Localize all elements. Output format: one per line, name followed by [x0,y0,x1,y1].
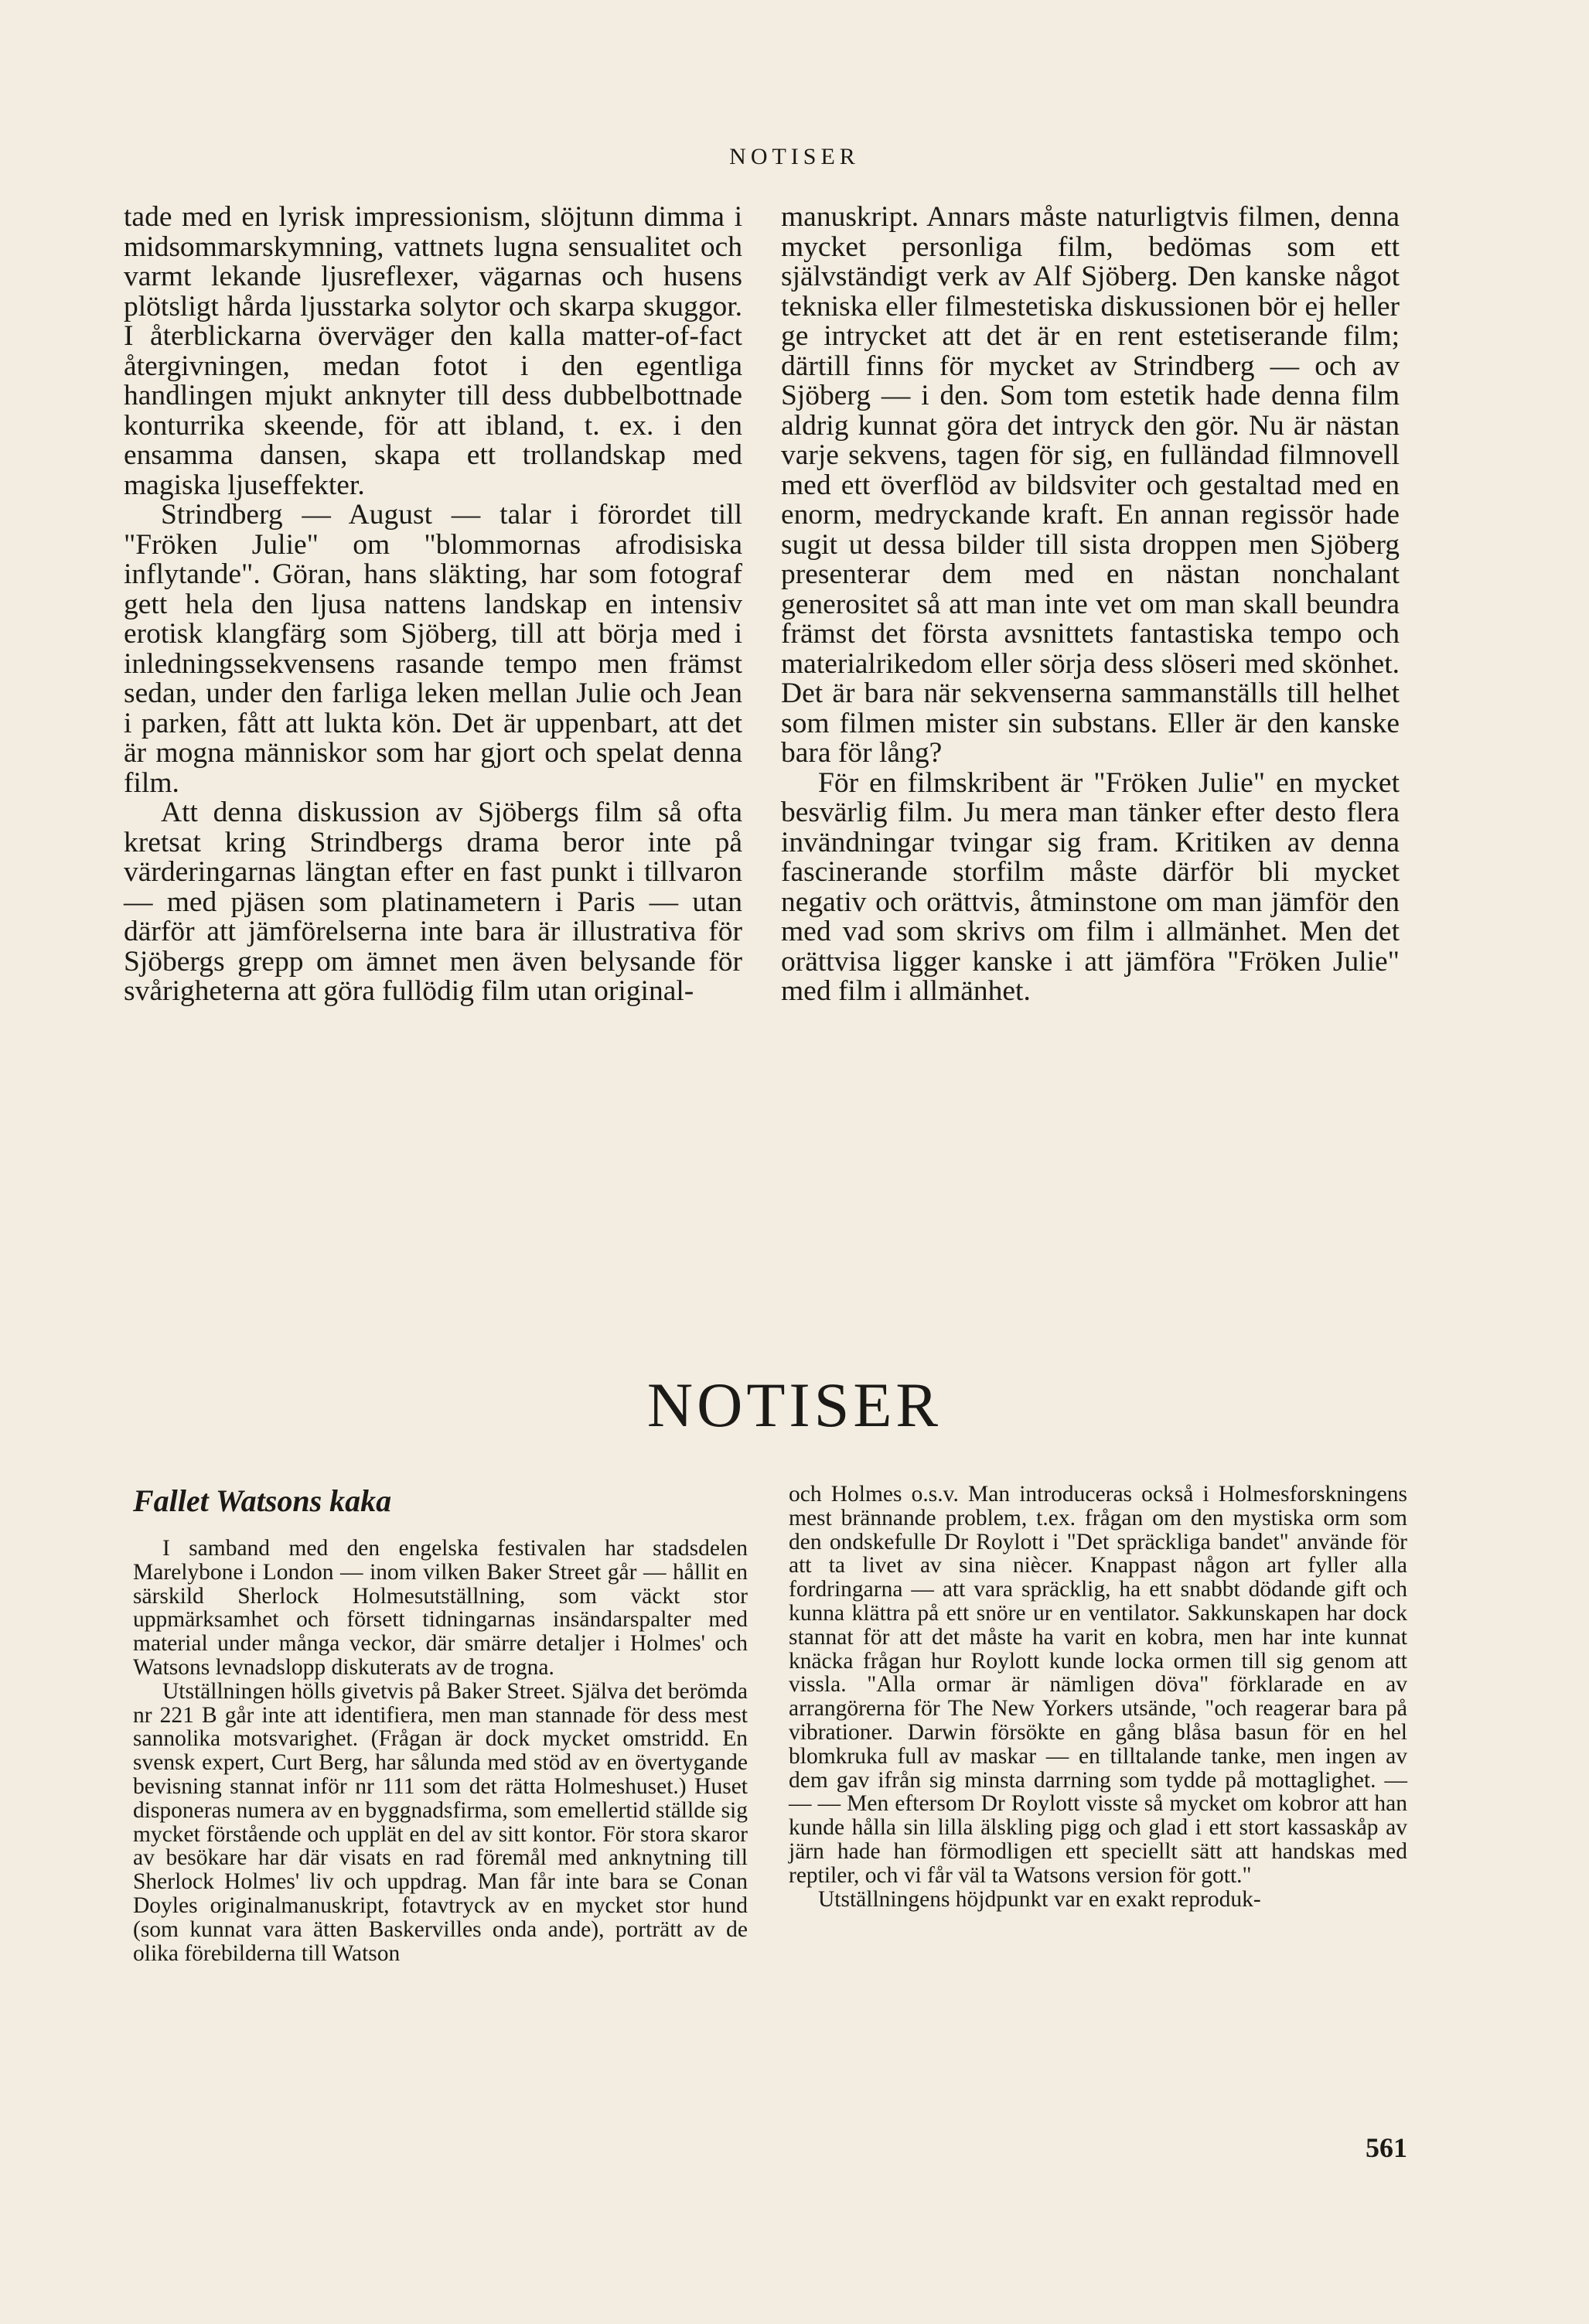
paragraph: För en filmskribent är "Fröken Julie" en mycket besvärlig film. Ju mera man tänker efter desto flera invändningar tvingar sig fram. Kritiken av denna fascinerande storfilm måste därför bli mycket negativ och orättvis, åtminstone om man jämför den med vad som skrivs om film i allmänhet. Men det orättvisa ligger kanske i att jämföra "Fröken Julie" med film i allmänhet. [781,766,1400,1007]
paragraph: Utställningen hölls givetvis på Baker Street. Själva det berömda nr 221 B går inte att identifiera, men man stannade för dess mest sannolika motsvarighet. (Frågan är dock mycket omstridd. En svensk expert, Curt Berg, har sålunda med stöd av en övertygande bevisning stannat inför nr 111 som det rätta Holmeshuset.) Huset disponeras numera av en byggnadsfirma, som emellertid ställde sig mycket förstående och upplät en del av sitt kontor. För stora skaror av besökare har där visats en rad föremål med anknytning till Sherlock Holmes' liv och uppdrag. Man får inte bara se Conan Doyles originalmanuskript, fotavtryck av en mycket stor hund (som kunnat vara ätten Baskervilles onda ande), porträtt av de olika förebilderna till Watson [133,1678,748,1966]
paragraph: Att denna diskussion av Sjöbergs film så ofta kretsat kring Strindbergs drama beror inte på värderingarnas längtan efter en fast punkt i tillvaron — med pjäsen som platinametern i Paris — utan därför att jämförelserna inte bara är illustrativa för Sjöbergs grepp om ämnet men även belysande för svårigheterna att göra fullödig film utan original- [124,797,742,1007]
bottom-right-column [789,1483,1407,1911]
running-head: NOTISER [729,144,860,169]
paragraph: och Holmes o.s.v. Man introduceras också i Holmesforskningens mest brännande problem, t.ex. frågan om den mystiska orm som den ondskefulle Dr Roylott i "Det spräckliga bandet" använde för att ta livet av sina niècer. Knappast någon art fyller alla fordringarna — att vara spräcklig, ha ett snabbt dödande gift och kunna klättra på ett snöre ur en ventilator. Sakkunskapen har dock stannat för att det måste ha varit en kobra, men har inte kunnat knäcka frågan hur Roylott kunde locka ormen till sig genom att vissla. "Alla ormar är nämligen döva" förklarade en av arrangörerna för The New Yorkers utsände, "och reagerar bara på vibrationer. Darwin försökte en gång blåsa basun för en hel blomkruka full av maskar — en tilltalande tanke, men ingen av dem gav ifrån sig minsta darrning som tydde på mottaglighet. — — — Men eftersom Dr Roylott visste så mycket om kobror att han kunde hålla sin lilla älskling pigg och glad i ett stort kassaskåp av järn hade han förmodligen ett speciellt sätt att handskas med reptiler, och vi får väl ta Watsons version för gott." [789,1482,1407,1888]
top-right-column [781,203,1400,1007]
paragraph: manuskript. Annars måste naturligtvis filmen, denna mycket personliga film, bedömas som ett självständigt verk av Alf Sjöberg. Den kanske något tekniska eller filmestetiska diskussionen bör ej heller ge intrycket att det är en rent estetiserande film; därtill finns för mycket av Strindberg — och av Sjöberg — i den. Som tom estetik hade denna film aldrig kunnat göra det intryck den gör. Nu är nästan varje sekvens, tagen för sig, en fulländad filmnovell med ett överflöd av bildsviter och gestaltad med en enorm, medryckande kraft. En annan regissör hade sugit ut dessa bilder till sista droppen men Sjöberg presenterar dem med en nästan nonchalant generositet så att man inte vet om man skall beundra främst det första avsnittets fantastiska tempo och materialrikedom eller sörja dess slöseri med skönhet. Det är bara när sekvenserna sammanställs till helhet som filmen mister sin substans. Eller är den kanske bara för lång? [781,201,1400,769]
paragraph: Strindberg — August — talar i förordet till "Fröken Julie" om "blommornas afrodisiska inflytande". Göran, hans släkting, har som fotograf gett hela den ljusa nattens landskap en intensiv erotisk klangfärg som Sjöberg, till att börja med i inledningssekvensens rasande tempo men främst sedan, under den farliga leken mellan Julie och Jean i parken, fått att lukta kön. Det är uppenbart, att det är mogna människor som har gjort och spelat denna film. [124,499,742,799]
bottom-left-column [133,1537,748,1965]
top-left-column [124,203,742,1007]
paragraph: Utställningens höjdpunkt var en exakt reproduk- [818,1886,1261,1912]
page-number: 561 [1366,2132,1407,2163]
paragraph: I samband med den engelska festivalen har stadsdelen Marelybone i London — inom vilken Baker Street går — hållit en särskild Sherlock Holmesutställning, som väckt stor uppmärksamhet och försett tidningarnas insändarspalter med material under många veckor, där smärre detaljer i Holmes' och Watsons levnadslopp diskuterats av de trogna. [133,1536,748,1680]
article-title: Fallet Watsons kaka [133,1483,392,1518]
section-heading: NOTISER [646,1370,943,1440]
paragraph: tade med en lyrisk impressionism, slöjtunn dimma i midsommarskymning, vattnets lugna sensualitet och varmt lekande ljusreflexer, vägarnas och husens plötsligt hårda ljusstarka solytor och skarpa skuggor. I återblickarna överväger den kalla matter-of-fact återgivningen, medan fotot i den egentliga handlingen mjukt anknyter till dess dubbelbottnade konturrika skeende, för att ibland, t. ex. i den ensamma dansen, skapa ett trollandskap med magiska ljuseffekter. [124,201,742,501]
